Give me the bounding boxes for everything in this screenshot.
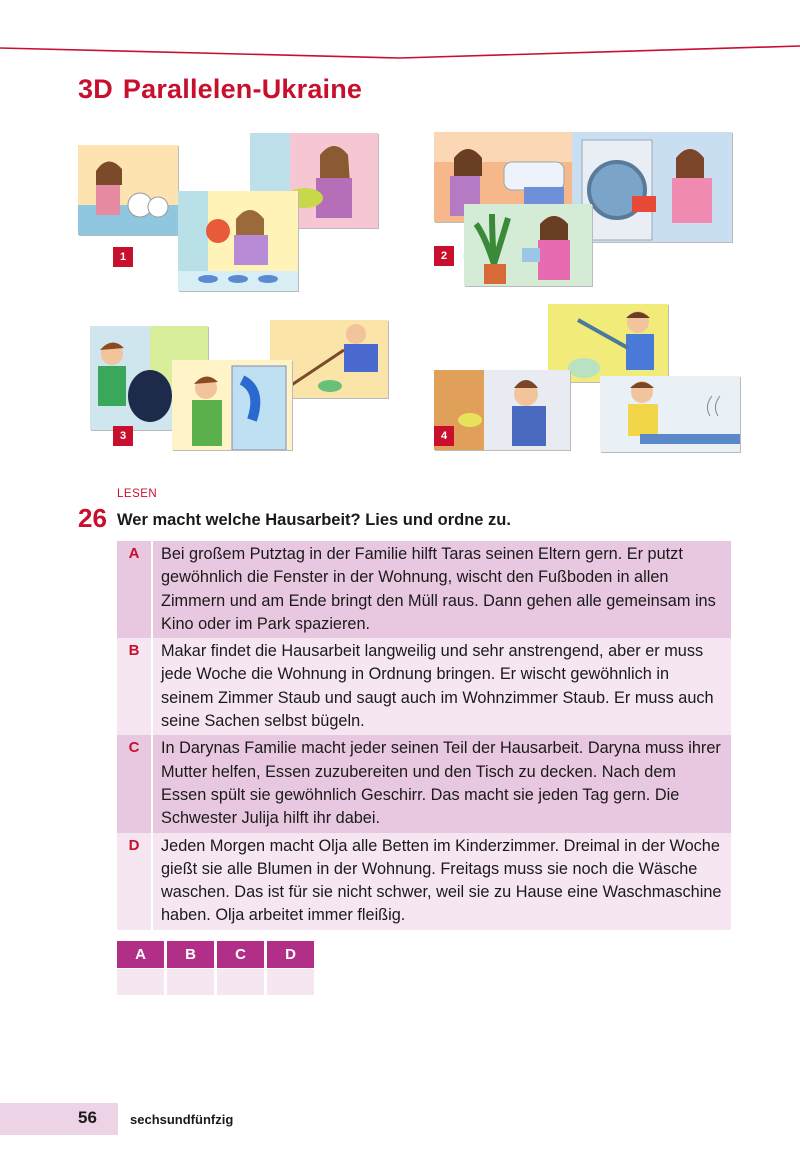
text-body: Jeden Morgen macht Olja alle Betten im Kinderzimmer. Dreimal in der Woche gießt sie alle Blumen in der Wohnung. Freitags muss sie noch die Wäsche waschen. Das ist für sie nicht schwer, weil sie zu Hause eine Waschmaschine haben. Olja arbeitet immer fleißig.	[151, 833, 731, 930]
text-letter: D	[117, 833, 151, 930]
illustration-table-setting	[178, 191, 298, 291]
illustration-dusting	[434, 370, 570, 450]
section-title	[78, 74, 362, 105]
text-letter: A	[117, 541, 151, 638]
text-body: Bei großem Putztag in der Familie hilft Taras seinen Eltern gern. Er putzt gewöhnlich die Fenster in der Wohnung, wischt den Fußboden in allen Zimmern und am Ende bringt den Müll raus. Dann gehen alle gemeinsam ins Kino oder im Park spazieren.	[151, 541, 731, 638]
answer-header-d: D	[266, 941, 316, 969]
illustration-washing-machine	[572, 132, 732, 242]
page-number-word: sechsundfünfzig	[130, 1112, 234, 1127]
illustration-badge-3: 3	[113, 426, 133, 446]
illustration-badge-1: 1	[113, 247, 133, 267]
answer-table-header	[117, 941, 316, 969]
illustration-badge-4: 4	[434, 426, 454, 446]
text-letter: C	[117, 735, 151, 832]
answer-cell-a[interactable]	[117, 969, 166, 996]
illustration-badge-2: 2	[434, 246, 454, 266]
answer-header-b: B	[166, 941, 216, 969]
text-letter: B	[117, 638, 151, 735]
illustration-dishwashing	[78, 145, 178, 235]
illustration-group-3	[90, 320, 390, 450]
answer-table	[117, 941, 317, 995]
exercise-instruction: Wer macht welche Hausarbeit? Lies und ordne zu.	[117, 511, 511, 529]
answer-table-row	[117, 969, 316, 996]
illustration-watering-plants	[464, 204, 592, 286]
answer-header-c: C	[216, 941, 266, 969]
section-number: 3D	[78, 74, 113, 104]
answer-cell-b[interactable]	[166, 969, 216, 996]
exercise-number: 26	[78, 503, 107, 533]
answer-cell-c[interactable]	[216, 969, 266, 996]
text-row-c	[117, 735, 731, 832]
text-row-b	[117, 638, 731, 735]
page-number: 56	[78, 1108, 97, 1127]
section-heading: Parallelen-Ukraine	[122, 74, 363, 104]
exercise-category: LESEN	[117, 488, 158, 500]
illustration-group-4	[434, 304, 740, 452]
illustration-ironing	[600, 376, 740, 452]
illustration-group-2	[434, 130, 734, 290]
reading-texts	[117, 541, 731, 930]
header-rule	[0, 0, 800, 70]
text-row-a	[117, 541, 731, 638]
answer-header-a: A	[117, 941, 166, 969]
illustration-group-1	[78, 133, 378, 293]
footer-band	[0, 1103, 118, 1135]
text-body: Makar findet die Hausarbeit langweilig und sehr anstrengend, aber er muss jede Woche die Wohnung in Ordnung bringen. Er wischt gewöhnlich in seinem Zimmer Staub und saugt auch im Wohnzimmer Staub. Er muss auch seine Sachen selbst bügeln.	[151, 638, 731, 735]
text-row-d	[117, 833, 731, 930]
answer-cell-d[interactable]	[266, 969, 316, 996]
illustration-window-cleaning	[172, 360, 292, 450]
text-body: In Darynas Familie macht jeder seinen Teil der Hausarbeit. Daryna muss ihrer Mutter helfen, Essen zuzubereiten und den Tisch zu decken. Nach dem Essen spült sie gewöhnlich Geschirr. Das macht sie jeden Tag gern. Die Schwester Julija hilft ihr dabei.	[151, 735, 731, 832]
